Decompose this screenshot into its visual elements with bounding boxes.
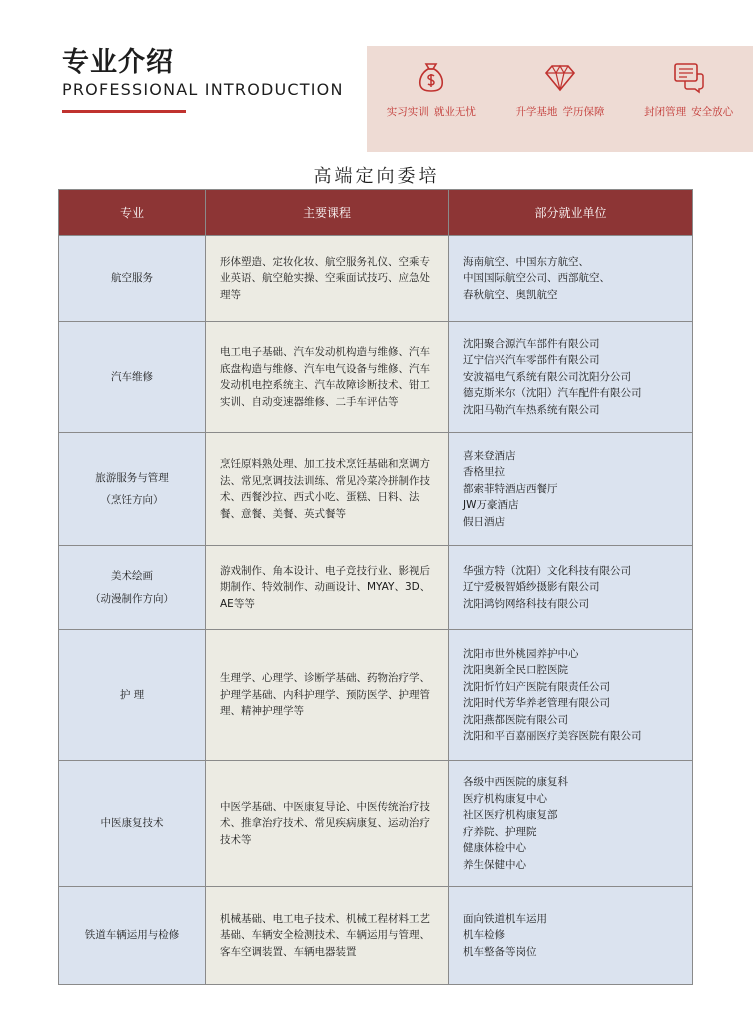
employers-cell <box>449 236 693 322</box>
feature-label: 实习实训 <box>386 106 429 118</box>
employer: 辽宁爱极智婚纱摄影有限公司 <box>463 581 600 594</box>
employer: 面向铁道机车运用 <box>463 912 547 925</box>
employer: 假日酒店 <box>463 515 505 528</box>
employer: 沈阳和平百嘉丽医疗美容医院有限公司 <box>463 730 642 742</box>
employer: 沈阳鸿钧网络科技有限公司 <box>463 597 589 610</box>
courses-cell: 中医学基础、中医康复导论、中医传统治疗技术、推拿治疗技术、常见疾病康复、运动治疗技术等 <box>206 761 449 887</box>
employer: 沈阳时代芳华养老管理有限公司 <box>463 697 610 709</box>
major-cell <box>59 236 206 322</box>
feature-degree <box>505 60 615 121</box>
feature-internship <box>376 60 486 121</box>
employer: 机车检修 <box>463 929 505 942</box>
document-chat-icon <box>672 60 706 94</box>
employer: 沈阳聚合源汽车部件有限公司 <box>463 337 600 350</box>
feature-label: 学历保障 <box>562 106 605 118</box>
title-underline <box>62 110 186 113</box>
table-title: 高端定向委培 <box>313 166 440 187</box>
money-bag-icon <box>414 60 448 94</box>
employer: 健康体检中心 <box>463 842 526 854</box>
major-name: 航空服务 <box>111 272 153 285</box>
table-row <box>59 630 693 761</box>
feature-panel <box>367 46 753 152</box>
employer: 各级中西医院的康复科 <box>463 776 568 788</box>
employers-cell <box>449 761 693 887</box>
employer: 医疗机构康复中心 <box>463 792 547 805</box>
major-name: （烹饪方向） <box>100 494 164 506</box>
employers-cell <box>449 630 693 761</box>
diamond-icon <box>543 60 577 94</box>
table-row <box>59 236 693 322</box>
employer: 沈阳市世外桃园养护中心 <box>463 647 579 660</box>
column-header-major: 专业 <box>59 190 206 236</box>
page-subtitle: PROFESSIONAL INTRODUCTION <box>62 80 344 99</box>
employer: 海南航空、中国东方航空、 <box>463 255 589 268</box>
employer: 香格里拉 <box>463 466 505 479</box>
major-cell <box>59 630 206 761</box>
major-name: 美术绘画 <box>111 570 153 582</box>
major-cell <box>59 322 206 433</box>
courses-cell: 形体塑造、定妆化妆、航空服务礼仪、空乘专业英语、航空舱实操、空乘面试技巧、应急处理等 <box>206 236 449 322</box>
table-row <box>59 433 693 546</box>
employer: 疗养院、护理院 <box>463 825 537 838</box>
employer: 社区医疗机构康复部 <box>463 809 558 821</box>
column-header-employers: 部分就业单位 <box>449 190 693 236</box>
table-row <box>59 546 693 630</box>
courses-cell: 电工电子基础、汽车发动机构造与维修、汽车底盘构造与维修、汽车电气设备与维修、汽车发动机电控系统主、汽车故障诊断技术、钳工实训、自动变速器维修、二手车评估等 <box>206 322 449 433</box>
employer: 中国国际航空公司、西部航空、 <box>463 272 610 285</box>
feature-label: 封闭管理 <box>644 106 687 118</box>
major-cell <box>59 887 206 985</box>
employer: 都索菲特酒店西餐厅 <box>463 482 558 495</box>
majors-table <box>58 189 693 985</box>
major-name: 铁道车辆运用与检修 <box>84 929 180 942</box>
employer: 沈阳马勒汽车热系统有限公司 <box>463 403 600 416</box>
table-header-row <box>59 190 693 236</box>
column-header-courses: 主要课程 <box>206 190 449 236</box>
table-row <box>59 887 693 985</box>
major-cell <box>59 433 206 546</box>
employer: 沈阳忻竹妇产医院有限责任公司 <box>463 680 610 693</box>
employers-cell <box>449 887 693 985</box>
major-cell <box>59 546 206 630</box>
employer: 华强方特（沈阳）文化科技有限公司 <box>463 564 631 577</box>
table-row <box>59 322 693 433</box>
major-cell <box>59 761 206 887</box>
employer: 德克斯米尔（沈阳）汽车配件有限公司 <box>463 387 642 400</box>
table-row <box>59 761 693 887</box>
major-name: 旅游服务与管理 <box>95 471 169 484</box>
employer: 机车整备等岗位 <box>463 945 537 958</box>
employer: 沈阳燕都医院有限公司 <box>463 713 568 726</box>
employers-cell <box>449 546 693 630</box>
feature-safety <box>634 60 744 121</box>
employer: JW万豪酒店 <box>463 499 519 512</box>
major-name: 护 理 <box>119 688 145 701</box>
courses-cell: 生理学、心理学、诊断学基础、药物治疗学、护理学基础、内科护理学、预防医学、护理管理、精神护理学等 <box>206 630 449 761</box>
employer: 养生保健中心 <box>463 858 526 871</box>
employer: 安波福电气系统有限公司沈阳分公司 <box>463 370 631 383</box>
employer: 沈阳奥新全民口腔医院 <box>463 664 568 676</box>
courses-cell: 烹饪原料熟处理、加工技术烹饪基础和烹调方法、常见烹调技法训练、常见冷菜冷拼制作技术、西餐沙拉、西式小吃、蛋糕、日料、法餐、意餐、美餐、英式餐等 <box>206 433 449 546</box>
employer: 辽宁信兴汽车零部件有限公司 <box>463 354 600 367</box>
feature-label: 安全放心 <box>691 106 734 118</box>
employer: 春秋航空、奥凯航空 <box>463 288 558 301</box>
courses-cell: 游戏制作、角本设计、电子竞技行业、影视后期制作、特效制作、动画设计、MYAY、3D、AE等等 <box>206 546 449 630</box>
employers-cell <box>449 433 693 546</box>
feature-label: 就业无忧 <box>433 106 476 118</box>
page-title: 专业介绍 <box>62 47 174 78</box>
courses-cell: 机械基础、电工电子技术、机械工程材料工艺基础、车辆安全检测技术、车辆运用与管理、客车空调装置、车辆电器装置 <box>206 887 449 985</box>
major-name: 汽车维修 <box>111 370 153 383</box>
feature-label: 升学基地 <box>515 106 558 118</box>
employers-cell <box>449 322 693 433</box>
major-name: （动漫制作方向） <box>90 592 174 605</box>
employer: 喜来登酒店 <box>463 449 516 462</box>
major-name: 中医康复技术 <box>100 817 164 830</box>
